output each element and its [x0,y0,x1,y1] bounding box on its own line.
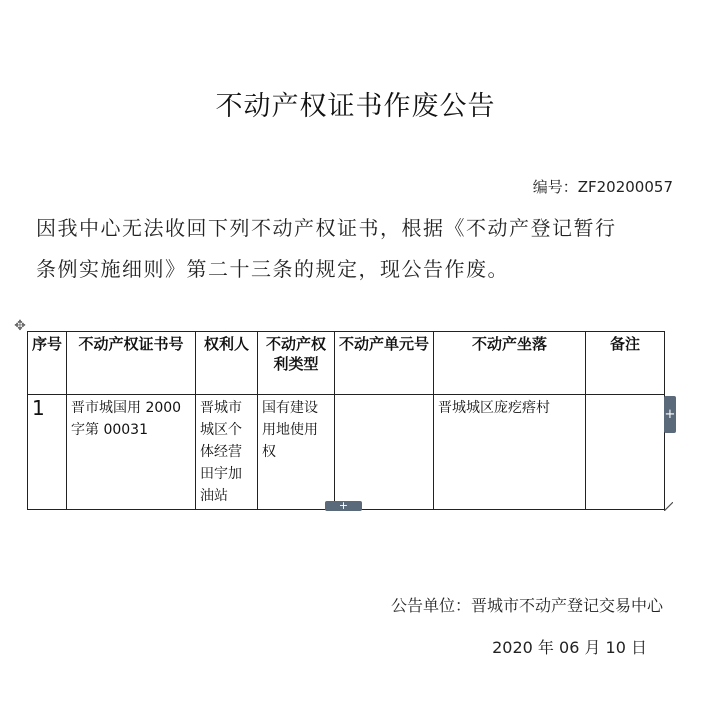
table-move-handle-icon[interactable]: ✥ [14,318,26,334]
notice-intro [36,208,676,290]
page-title: 不动产权证书作废公告 [215,91,496,122]
cell-cert-no[interactable]: 晋市城国用 2000 字第 00031 [67,395,196,510]
header-holder: 权利人 [196,332,258,395]
cell-seq[interactable]: 1 [28,395,67,510]
header-right-type: 不动产权利类型 [258,332,335,395]
cell-holder[interactable]: 晋城市城区个体经营田宇加油站 [196,395,258,510]
add-column-plus-icon[interactable]: + [664,396,676,433]
header-seq: 序号 [28,332,67,395]
table-row [28,395,665,510]
issuing-unit: 公告单位：晋城市不动产登记交易中心 [390,596,663,615]
document-number: 编号：ZF20200057 [532,178,673,196]
cell-remark[interactable] [586,395,665,510]
header-unit-no: 不动产单元号 [335,332,434,395]
header-cert-no: 不动产权证书号 [67,332,196,395]
intro-line-2: 条例实施细则》第二十三条的规定，现公告作废。 [36,257,509,281]
cell-unit-no[interactable] [335,395,434,510]
header-location: 不动产坐落 [434,332,586,395]
header-remark: 备注 [586,332,665,395]
table-header-row [28,332,665,395]
void-certificates-table [27,331,665,510]
table-resize-icon[interactable] [664,502,673,511]
cell-location[interactable]: 晋城城区庞疙瘩村 [434,395,586,510]
cell-right-type[interactable]: 国有建设用地使用权 [258,395,335,510]
issue-date: 2020 年 06 月 10 日 [492,638,647,657]
intro-line-1: 因我中心无法收回下列不动产权证书，根据《不动产登记暂行 [36,216,617,240]
add-row-plus-icon[interactable]: + [325,501,362,511]
